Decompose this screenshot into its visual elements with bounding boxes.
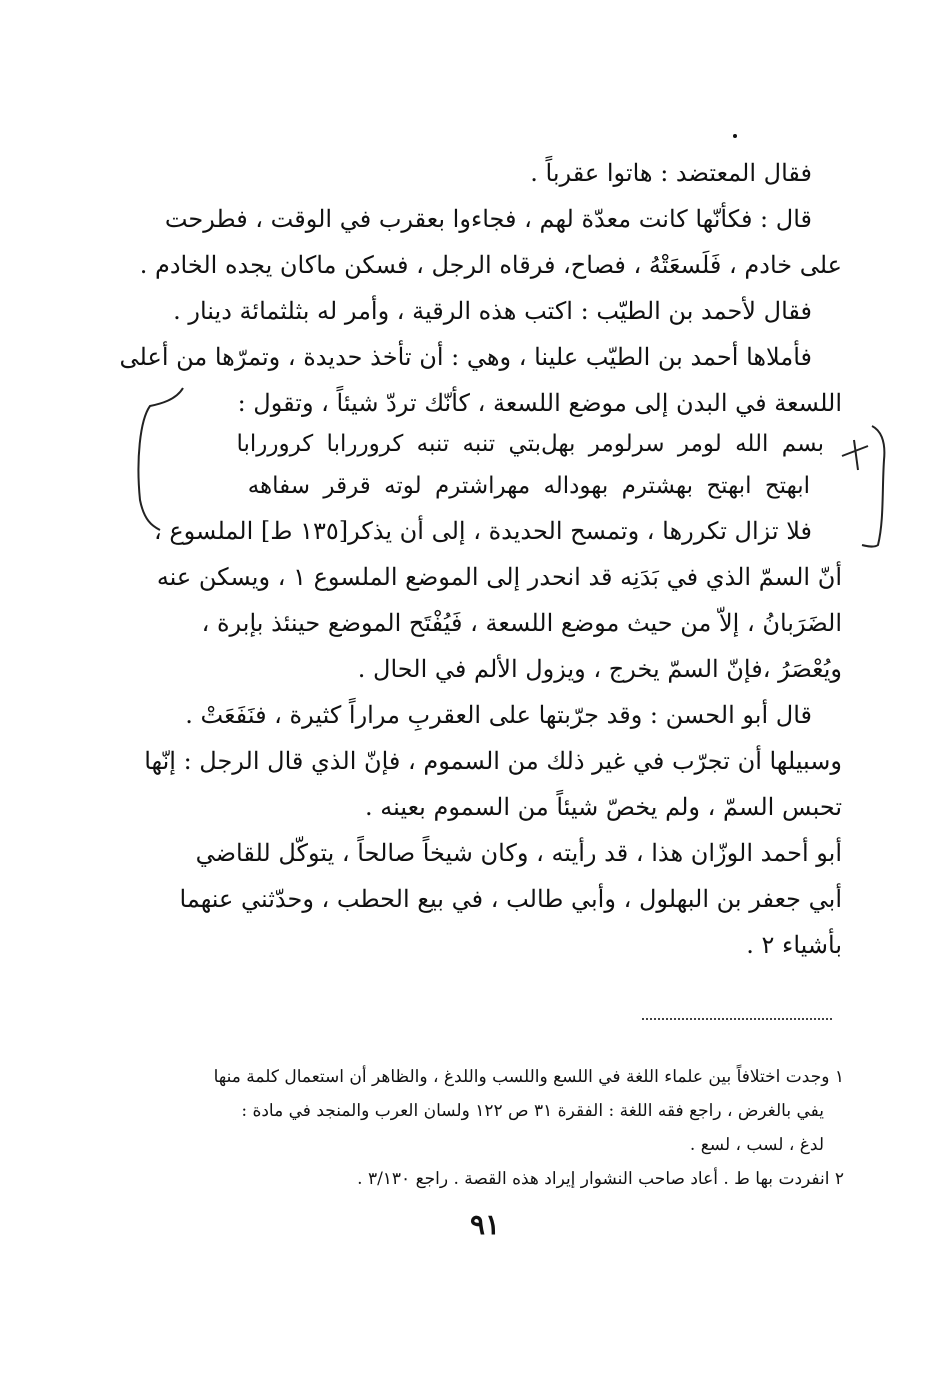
text-line: قال أبو الحسن : وقد جرّبتها على العقربِ مراراً كثيرة ، فنَفَعَتْ . <box>185 701 812 729</box>
text-line: أنّ السمّ الذي في بَدَنِه قد انحدر إلى الموضع الملسوع ١ ، ويسكن عنه <box>156 563 842 591</box>
incantation-line: بسم الله لومر سرلومر بهل‌بتي تنبه تنبه كروررابا كروررابا <box>236 431 824 457</box>
footnote-line: ٢ انفردت بها ط . أعاد صاحب النشوار إيراد هذه القصة . راجع ٣/١٣٠ . <box>357 1169 844 1189</box>
text-line: فقال لأحمد بن الطيّب : اكتب هذه الرقية ، وأمر له بثلثمائة دينار . <box>173 297 812 325</box>
text-line: أبو أحمد الوزّان هذا ، قد رأيته ، وكان شيخاً صالحاً ، يتوكّل للقاضي <box>195 839 842 867</box>
text-line: بأشياء ٢ . <box>746 931 842 959</box>
text-line: أبي جعفر بن البهلول ، وأبي طالب ، في بيع الحطب ، وحدّثني عنهما <box>179 885 842 913</box>
paragraph-2 <box>144 508 842 968</box>
text-line: الضَرَبانُ ، إلاّ من حيث موضع اللسعة ، فَيُفْتَح الموضع حينئذ بإبرة ، <box>201 609 842 637</box>
footnote-divider <box>642 1018 832 1020</box>
text-line: فقال المعتضد : هاتوا عقرباً . <box>530 159 812 187</box>
text-line: قال : فكأنّها كانت معدّة لهم ، فجاءوا بعقرب في الوقت ، فطرحت <box>164 205 812 233</box>
paragraph-1 <box>119 150 842 420</box>
text-line: وسبيلها أن تجرّب في غير ذلك من السموم ، فإنّ الذي قال الرجل : إنّها <box>144 747 842 775</box>
text-line: فأملاها أحمد بن الطيّب علينا ، وهي : أن تأخذ حديدة ، وتمرّها من أعلى <box>119 343 812 371</box>
text-line: تحبس السمّ ، ولم يخصّ شيئاً من السموم بعينه . <box>364 793 842 821</box>
text-line: ويُعْصَرُ ،فإنّ السمّ يخرج ، ويزول الألم في الحال . <box>357 655 842 683</box>
footnote-line: لدغ ، لسب ، لسع . <box>689 1135 824 1155</box>
text-line: فلا تزال تكررها ، وتمسح الحديدة ، إلى أن يذكر[١٣٥ ط] الملسوع ، <box>153 517 812 545</box>
footnote-line: يفي بالغرض ، راجع فقه اللغة : الفقرة ٣١ ص ١٢٢ ولسان العرب والمنجد في مادة : <box>241 1101 824 1121</box>
incantation-line: ابهتح ابهتح بهشترم بهوداله مهراشترم لوته قرقر سفاهه <box>247 473 810 499</box>
text-line: على خادم ، فَلَسعَتْهُ ، فصاح، فرقاه الرجل ، فسكن ماكان يجده الخادم . <box>139 251 842 279</box>
text-line: اللسعة في البدن إلى موضع اللسعة ، كأنّك تردّ شيئاً ، وتقول : <box>237 389 842 417</box>
footnote-line: ١ وجدت اختلافاً بين علماء اللغة في اللسع واللسب واللدغ ، والظاهر أن استعمال كلمة منها <box>213 1067 844 1087</box>
page-number: ٩١ <box>470 1208 501 1241</box>
